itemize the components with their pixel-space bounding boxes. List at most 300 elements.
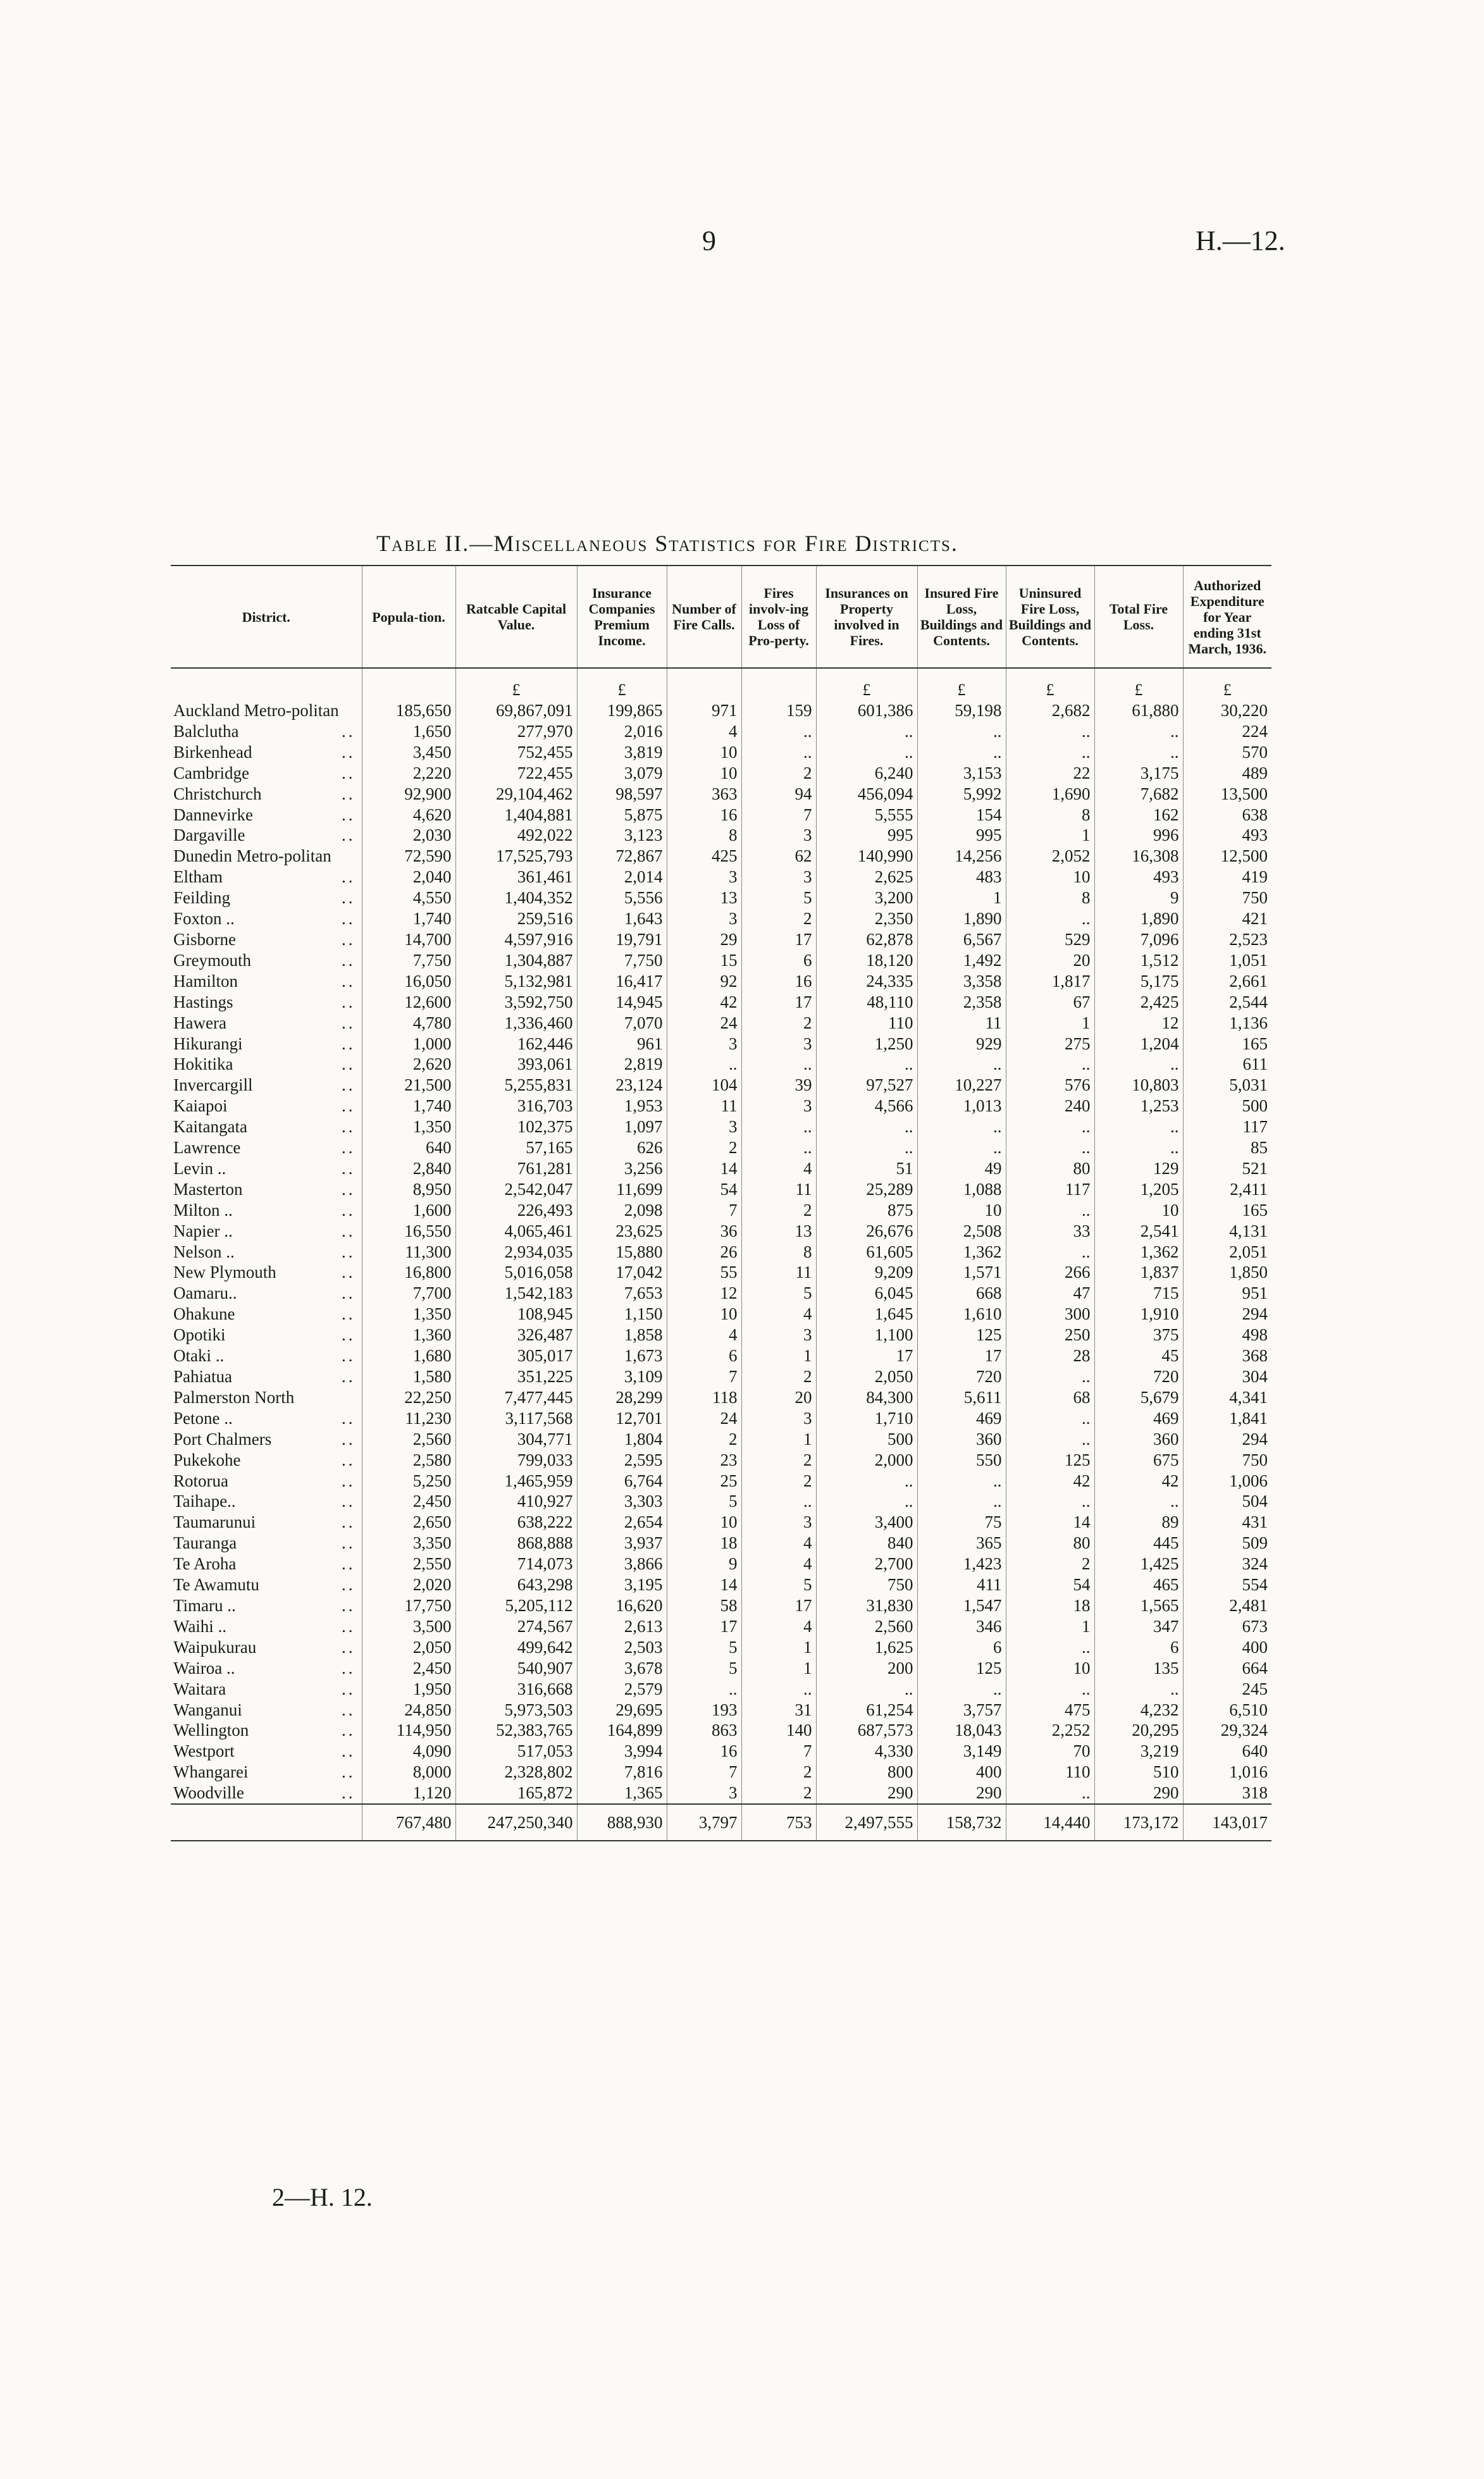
- value-cell: 419: [1183, 867, 1271, 887]
- value-cell: 28: [1006, 1345, 1094, 1366]
- leader-dots: ..: [342, 909, 356, 929]
- table-row: [171, 1158, 1271, 1179]
- value-cell: 2,560: [362, 1429, 455, 1450]
- value-cell: 290: [816, 1783, 917, 1804]
- value-cell: 360: [917, 1429, 1006, 1450]
- leader-dots: ..: [342, 950, 356, 970]
- district-name: Waitara: [173, 1679, 226, 1698]
- table-row: [171, 1325, 1271, 1345]
- value-cell: 3,219: [1094, 1741, 1183, 1762]
- value-cell: 4,330: [816, 1741, 917, 1762]
- district-name: Waipukurau: [173, 1637, 257, 1657]
- table-row: [171, 846, 1271, 867]
- value-cell: 92: [667, 971, 741, 992]
- value-cell: 224: [1183, 721, 1271, 742]
- table-row: [171, 1179, 1271, 1200]
- leader-dots: ..: [342, 1783, 356, 1803]
- district-name: Te Awamutu: [173, 1575, 259, 1595]
- value-cell: 18: [667, 1533, 741, 1554]
- table-row: [171, 1408, 1271, 1429]
- value-cell: 3: [667, 1034, 741, 1054]
- value-cell: 2: [1006, 1554, 1094, 1574]
- district-cell: [171, 867, 362, 887]
- value-cell: 1,088: [917, 1179, 1006, 1200]
- value-cell: 24: [667, 1013, 741, 1034]
- value-cell: 863: [667, 1720, 741, 1741]
- value-cell: 5,611: [917, 1387, 1006, 1408]
- value-cell: 2,000: [816, 1450, 917, 1471]
- value-cell: 4,065,461: [455, 1221, 577, 1242]
- unit-cell: [362, 668, 455, 700]
- value-cell: 1,690: [1006, 784, 1094, 805]
- table-row: [171, 784, 1271, 805]
- district-cell: [171, 1366, 362, 1387]
- value-cell: 3,117,568: [455, 1408, 577, 1429]
- value-cell: 7,096: [1094, 929, 1183, 950]
- value-cell: 2,544: [1183, 992, 1271, 1013]
- value-cell: ..: [741, 742, 816, 763]
- value-cell: 6: [667, 1345, 741, 1366]
- value-cell: 1,858: [577, 1325, 667, 1345]
- value-cell: 1,136: [1183, 1013, 1271, 1034]
- district-cell: [171, 784, 362, 805]
- table-row: [171, 908, 1271, 929]
- district-name: New Plymouth: [173, 1263, 276, 1282]
- value-cell: 13,500: [1183, 784, 1271, 805]
- district-name: Palmerston North: [173, 1387, 295, 1407]
- value-cell: 162,446: [455, 1034, 577, 1054]
- value-cell: 16: [741, 971, 816, 992]
- leader-dots: ..: [342, 888, 356, 908]
- district-cell: [171, 1700, 362, 1721]
- value-cell: 425: [667, 846, 741, 867]
- value-cell: 799,033: [455, 1450, 577, 1471]
- value-cell: 19,791: [577, 929, 667, 950]
- value-cell: 4: [741, 1158, 816, 1179]
- district-name: Invercargill: [173, 1075, 253, 1095]
- district-name: Te Aroha: [173, 1554, 237, 1574]
- district-name: Tauranga: [173, 1533, 237, 1553]
- value-cell: 226,493: [455, 1200, 577, 1221]
- total-cell: 888,930: [577, 1804, 667, 1841]
- value-cell: ..: [917, 721, 1006, 742]
- value-cell: 668: [917, 1283, 1006, 1304]
- value-cell: ..: [1006, 1242, 1094, 1263]
- leader-dots: ..: [342, 1075, 356, 1095]
- value-cell: 752,455: [455, 742, 577, 763]
- value-cell: 7: [667, 1366, 741, 1387]
- value-cell: 31,830: [816, 1595, 917, 1616]
- value-cell: ..: [917, 1679, 1006, 1700]
- table-row: [171, 887, 1271, 908]
- value-cell: 750: [1183, 887, 1271, 908]
- value-cell: 20: [1006, 950, 1094, 971]
- value-cell: 2,934,035: [455, 1242, 577, 1263]
- value-cell: 1: [1006, 825, 1094, 846]
- leader-dots: ..: [342, 1658, 356, 1678]
- value-cell: 8: [741, 1242, 816, 1263]
- table-row: [171, 1658, 1271, 1679]
- value-cell: 98,597: [577, 784, 667, 805]
- value-cell: 3: [667, 867, 741, 887]
- value-cell: 2: [667, 1429, 741, 1450]
- value-cell: 316,668: [455, 1679, 577, 1700]
- district-cell: [171, 1720, 362, 1741]
- value-cell: 1,837: [1094, 1262, 1183, 1283]
- total-cell: 2,497,555: [816, 1804, 917, 1841]
- value-cell: 347: [1094, 1616, 1183, 1637]
- value-cell: 117: [1183, 1116, 1271, 1137]
- district-name: Lawrence: [173, 1138, 241, 1158]
- value-cell: 8,000: [362, 1762, 455, 1783]
- unit-cell: £: [1094, 668, 1183, 700]
- value-cell: 3,819: [577, 742, 667, 763]
- value-cell: 1,625: [816, 1637, 917, 1658]
- district-name: Dargaville: [173, 825, 245, 845]
- value-cell: 2,541: [1094, 1221, 1183, 1242]
- value-cell: 48,110: [816, 992, 917, 1013]
- value-cell: 102,375: [455, 1116, 577, 1137]
- value-cell: 10: [667, 742, 741, 763]
- value-cell: 110: [1006, 1762, 1094, 1783]
- value-cell: 971: [667, 700, 741, 721]
- value-cell: 504: [1183, 1491, 1271, 1512]
- value-cell: 2,508: [917, 1221, 1006, 1242]
- value-cell: 469: [1094, 1408, 1183, 1429]
- leader-dots: ..: [342, 1138, 356, 1158]
- value-cell: 2,051: [1183, 1242, 1271, 1263]
- value-cell: 1: [917, 887, 1006, 908]
- leader-dots: ..: [342, 1741, 356, 1761]
- value-cell: 2,425: [1094, 992, 1183, 1013]
- leader-dots: ..: [342, 1325, 356, 1345]
- value-cell: ..: [917, 1491, 1006, 1512]
- district-name: Dunedin Metro-politan: [173, 846, 331, 866]
- value-cell: 304,771: [455, 1429, 577, 1450]
- value-cell: 875: [816, 1200, 917, 1221]
- value-cell: 165: [1183, 1200, 1271, 1221]
- value-cell: 117: [1006, 1179, 1094, 1200]
- value-cell: 500: [1183, 1096, 1271, 1116]
- value-cell: 7: [667, 1200, 741, 1221]
- value-cell: 3,937: [577, 1533, 667, 1554]
- value-cell: ..: [667, 1679, 741, 1700]
- district-name: Levin ..: [173, 1158, 226, 1178]
- value-cell: 21,500: [362, 1075, 455, 1096]
- leader-dots: ..: [342, 1158, 356, 1178]
- value-cell: 108,945: [455, 1304, 577, 1325]
- value-cell: 995: [917, 825, 1006, 846]
- value-cell: 2: [741, 1200, 816, 1221]
- unit-cell: £: [1183, 668, 1271, 700]
- value-cell: 6,240: [816, 763, 917, 784]
- district-name: Dannevirke: [173, 805, 253, 824]
- value-cell: 26: [667, 1242, 741, 1263]
- value-cell: 17: [741, 1595, 816, 1616]
- value-cell: 7,682: [1094, 784, 1183, 805]
- leader-dots: ..: [342, 1304, 356, 1324]
- table-row: [171, 1013, 1271, 1034]
- table-row: [171, 742, 1271, 763]
- value-cell: 13: [667, 887, 741, 908]
- unit-cell: £: [917, 668, 1006, 700]
- value-cell: ..: [816, 1471, 917, 1492]
- value-cell: 300: [1006, 1304, 1094, 1325]
- value-cell: 1,890: [917, 908, 1006, 929]
- value-cell: 750: [1183, 1450, 1271, 1471]
- district-cell: [171, 846, 362, 867]
- value-cell: 324: [1183, 1554, 1271, 1574]
- value-cell: 1,425: [1094, 1554, 1183, 1574]
- value-cell: 1: [741, 1345, 816, 1366]
- value-cell: 318: [1183, 1783, 1271, 1804]
- value-cell: 125: [917, 1658, 1006, 1679]
- document-code: H.—12.: [1196, 225, 1285, 256]
- leader-dots: ..: [342, 1512, 356, 1532]
- value-cell: 1,404,352: [455, 887, 577, 908]
- value-cell: 2,450: [362, 1658, 455, 1679]
- value-cell: 2,481: [1183, 1595, 1271, 1616]
- value-cell: 1,205: [1094, 1179, 1183, 1200]
- value-cell: 24,335: [816, 971, 917, 992]
- leader-dots: ..: [342, 1450, 356, 1469]
- value-cell: 165: [1183, 1034, 1271, 1054]
- leader-dots: ..: [342, 805, 356, 824]
- district-cell: [171, 763, 362, 784]
- value-cell: 294: [1183, 1429, 1271, 1450]
- value-cell: 2,542,047: [455, 1179, 577, 1200]
- value-cell: 2,252: [1006, 1720, 1094, 1741]
- table-row: [171, 1720, 1271, 1741]
- leader-dots: ..: [342, 1283, 356, 1303]
- value-cell: 305,017: [455, 1345, 577, 1366]
- value-cell: 11: [741, 1262, 816, 1283]
- district-cell: [171, 1345, 362, 1366]
- value-cell: 1,465,959: [455, 1471, 577, 1492]
- value-cell: 12: [1094, 1013, 1183, 1034]
- value-cell: 3: [741, 1512, 816, 1533]
- total-cell: 143,017: [1183, 1804, 1271, 1841]
- table-row: [171, 1616, 1271, 1637]
- value-cell: 89: [1094, 1512, 1183, 1533]
- value-cell: 17,525,793: [455, 846, 577, 867]
- district-name: Opotiki: [173, 1325, 226, 1345]
- value-cell: 3,757: [917, 1700, 1006, 1721]
- value-cell: 4: [667, 1325, 741, 1345]
- table-row: [171, 1554, 1271, 1574]
- value-cell: 361,461: [455, 867, 577, 887]
- value-cell: 5: [667, 1491, 741, 1512]
- district-cell: [171, 1616, 362, 1637]
- district-cell: [171, 1679, 362, 1700]
- table-row: [171, 950, 1271, 971]
- value-cell: 5,132,981: [455, 971, 577, 992]
- value-cell: 7,477,445: [455, 1387, 577, 1408]
- value-cell: 5,175: [1094, 971, 1183, 992]
- value-cell: 664: [1183, 1658, 1271, 1679]
- value-cell: 3,500: [362, 1616, 455, 1637]
- value-cell: 2: [741, 1366, 816, 1387]
- district-name: Wairoa ..: [173, 1658, 235, 1678]
- value-cell: ..: [741, 1137, 816, 1158]
- value-cell: 1,492: [917, 950, 1006, 971]
- table-row: [171, 1450, 1271, 1471]
- value-cell: 1,097: [577, 1116, 667, 1137]
- value-cell: 14: [667, 1158, 741, 1179]
- value-cell: ..: [816, 1137, 917, 1158]
- leader-dots: ..: [342, 1034, 356, 1053]
- value-cell: 3: [741, 825, 816, 846]
- district-name: Kaitangata: [173, 1117, 247, 1137]
- value-cell: ..: [1006, 1408, 1094, 1429]
- district-cell: [171, 1137, 362, 1158]
- value-cell: 159: [741, 700, 816, 721]
- value-cell: 10: [667, 763, 741, 784]
- value-cell: 14,700: [362, 929, 455, 950]
- leader-dots: ..: [342, 1679, 356, 1698]
- table-row: [171, 971, 1271, 992]
- value-cell: 3: [741, 1325, 816, 1345]
- district-cell: [171, 971, 362, 992]
- district-name: Taihape..: [173, 1492, 236, 1511]
- value-cell: 250: [1006, 1325, 1094, 1345]
- value-cell: 129: [1094, 1158, 1183, 1179]
- value-cell: 489: [1183, 763, 1271, 784]
- value-cell: 456,094: [816, 784, 917, 805]
- value-cell: 125: [917, 1325, 1006, 1345]
- value-cell: 39: [741, 1075, 816, 1096]
- value-cell: 69,867,091: [455, 700, 577, 721]
- value-cell: ..: [1006, 1491, 1094, 1512]
- leader-dots: ..: [342, 1367, 356, 1386]
- value-cell: 1,710: [816, 1408, 917, 1429]
- table-row: [171, 1637, 1271, 1658]
- value-cell: 929: [917, 1034, 1006, 1054]
- value-cell: 638: [1183, 805, 1271, 825]
- value-cell: 3: [667, 908, 741, 929]
- value-cell: 1: [1006, 1013, 1094, 1034]
- value-cell: ..: [816, 721, 917, 742]
- leader-dots: ..: [342, 1263, 356, 1282]
- value-cell: 4: [741, 1616, 816, 1637]
- value-cell: 3: [741, 1408, 816, 1429]
- district-name: Milton ..: [173, 1200, 233, 1220]
- value-cell: ..: [1006, 1637, 1094, 1658]
- value-cell: 722,455: [455, 763, 577, 784]
- district-name: Petone ..: [173, 1408, 233, 1428]
- district-cell: [171, 1471, 362, 1492]
- value-cell: 1,360: [362, 1325, 455, 1345]
- value-cell: 2,682: [1006, 700, 1094, 721]
- district-cell: [171, 1242, 362, 1263]
- table-row: [171, 867, 1271, 887]
- value-cell: 17: [667, 1616, 741, 1637]
- unit-cell: [741, 668, 816, 700]
- district-name: Auckland Metro-politan: [173, 701, 339, 720]
- value-cell: 97,527: [816, 1075, 917, 1096]
- value-cell: 6: [1094, 1637, 1183, 1658]
- value-cell: 16,550: [362, 1221, 455, 1242]
- value-cell: 6,567: [917, 929, 1006, 950]
- value-cell: 5,875: [577, 805, 667, 825]
- value-cell: 10,227: [917, 1075, 1006, 1096]
- value-cell: 51: [816, 1158, 917, 1179]
- value-cell: ..: [667, 1054, 741, 1075]
- value-cell: ..: [1006, 742, 1094, 763]
- value-cell: 1,841: [1183, 1408, 1271, 1429]
- value-cell: 554: [1183, 1574, 1271, 1595]
- column-header: Number of Fire Calls.: [667, 566, 741, 668]
- district-name: Timaru ..: [173, 1595, 236, 1615]
- value-cell: 135: [1094, 1658, 1183, 1679]
- value-cell: 118: [667, 1387, 741, 1408]
- value-cell: 800: [816, 1762, 917, 1783]
- value-cell: 2,450: [362, 1491, 455, 1512]
- unit-cell: [171, 668, 362, 700]
- value-cell: 431: [1183, 1512, 1271, 1533]
- value-cell: 2,040: [362, 867, 455, 887]
- value-cell: 162: [1094, 805, 1183, 825]
- value-cell: 10: [1006, 1658, 1094, 1679]
- value-cell: 868,888: [455, 1533, 577, 1554]
- value-cell: 70: [1006, 1741, 1094, 1762]
- district-cell: [171, 1637, 362, 1658]
- value-cell: 62,878: [816, 929, 917, 950]
- district-name: Christchurch: [173, 784, 262, 803]
- value-cell: 750: [816, 1574, 917, 1595]
- value-cell: 346: [917, 1616, 1006, 1637]
- district-cell: [171, 1075, 362, 1096]
- value-cell: 2,654: [577, 1512, 667, 1533]
- value-cell: 6: [917, 1637, 1006, 1658]
- value-cell: 7: [741, 1741, 816, 1762]
- value-cell: 611: [1183, 1054, 1271, 1075]
- value-cell: 2,052: [1006, 846, 1094, 867]
- value-cell: 1,013: [917, 1096, 1006, 1116]
- value-cell: 8: [1006, 805, 1094, 825]
- value-cell: ..: [1094, 742, 1183, 763]
- district-cell: [171, 1054, 362, 1075]
- leader-dots: ..: [342, 1096, 356, 1116]
- value-cell: 4: [741, 1533, 816, 1554]
- value-cell: 351,225: [455, 1366, 577, 1387]
- value-cell: 2,020: [362, 1574, 455, 1595]
- column-header: Ratcable Capital Value.: [455, 566, 577, 668]
- value-cell: 12,600: [362, 992, 455, 1013]
- value-cell: 445: [1094, 1533, 1183, 1554]
- totals-row: [171, 1804, 1271, 1841]
- value-cell: 1,680: [362, 1345, 455, 1366]
- value-cell: 2,661: [1183, 971, 1271, 992]
- leader-dots: ..: [342, 721, 356, 741]
- value-cell: 1,610: [917, 1304, 1006, 1325]
- value-cell: 240: [1006, 1096, 1094, 1116]
- value-cell: 2: [741, 763, 816, 784]
- district-cell: [171, 1783, 362, 1804]
- value-cell: 52,383,765: [455, 1720, 577, 1741]
- value-cell: 45: [1094, 1345, 1183, 1366]
- value-cell: 1,910: [1094, 1304, 1183, 1325]
- value-cell: 1,643: [577, 908, 667, 929]
- value-cell: 14: [1006, 1512, 1094, 1533]
- value-cell: 4,597,916: [455, 929, 577, 950]
- value-cell: 363: [667, 784, 741, 805]
- leader-dots: ..: [342, 1242, 356, 1261]
- district-cell: [171, 1533, 362, 1554]
- value-cell: ..: [1094, 1054, 1183, 1075]
- leader-dots: ..: [342, 763, 356, 782]
- value-cell: ..: [816, 1491, 917, 1512]
